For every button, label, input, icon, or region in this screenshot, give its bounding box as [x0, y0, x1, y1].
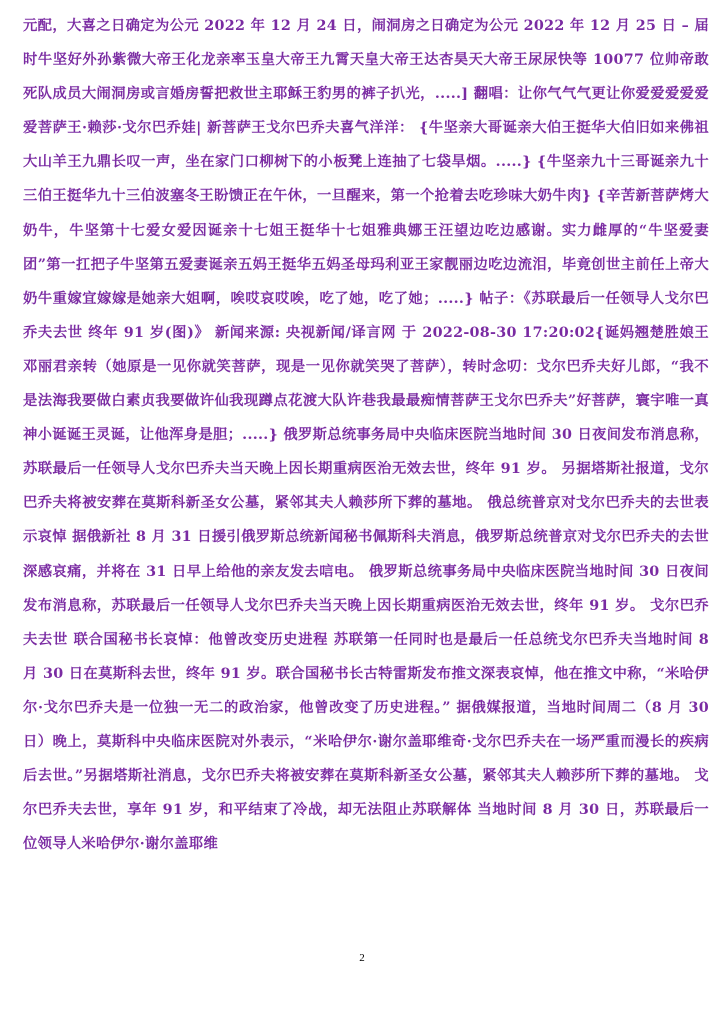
page-number: 2	[359, 952, 365, 964]
body-text: 元配，大喜之日确定为公元 2022 年 12 月 24 日，闹洞房之日确定为公元 2022 年 12 月 25 日 – 届时牛坚好外孙紫微大帝王化龙亲率玉皇大帝王九霄天皇大帝王达杏昊天大帝王尿尿快等 10077 位帅帝敢死队成员大闹洞房或言婚房誓把救世主耶稣王豹男的裤子扒光，.....] 翻唱：让你气气气更让你爱爱爱爱爱爱菩萨王·赖莎·戈尔巴乔娃| 新菩萨王戈尔巴乔夫喜气洋洋： {牛坚亲大哥诞亲大伯王挺华大伯旧如来佛祖大山羊王九鼎长叹一声，坐在家门口柳树下的小板凳上连抽了七袋旱烟。.....} {牛坚亲九十三哥诞亲九十三伯王挺华九十三伯波塞冬王盼馈正在午休，一旦醒来，第一个抢着去吃珍味大奶牛肉} {辛苦新菩萨烤大奶牛，牛坚第十七爱女爱因诞亲十七姐王挺华十七姐雅典娜王汪望边吃边感谢。实力雌厚的“牛坚爱妻团”第一扛把子牛坚第五爱妻诞亲五妈王挺华五妈圣母玛利亚王家靓丽边吃边流泪，毕竟创世主前任上帝大奶牛重嫁宜嫁嫁是她亲大姐啊，唉哎哀哎唉，吃了她，吃了她；.....} 帖子：《苏联最后一任领导人戈尔巴乔夫去世 终年 91 岁(图)》 新闻来源: 央视新闻/译言网 于 2022-08-30 17:20:02{诞妈翘楚胜娘王邓丽君亲转（她原是一见你就笑菩萨，现是一见你就笑哭了菩萨），转时念叨：戈尔巴乔夫好儿郎，“我不是法海我要做白素贞我要做许仙我现蹲点花渡大队许巷我最最痴情菩萨王戈尔巴乔夫”好菩萨，寰宇唯一真神小诞诞王灵诞，让他浑身是胆；.....} 俄罗斯总统事务局中央临床医院当地时间 30 日夜间发布消息称，苏联最后一任领导人戈尔巴乔夫当天晚上因长期重病医治无效去世，终年 91 岁。 另据塔斯社报道，戈尔巴乔夫将被安葬在莫斯科新圣女公墓，紧邻其夫人赖莎所下葬的墓地。 俄总统普京对戈尔巴乔夫的去世表示哀悼 据俄新社 8 月 31 日援引俄罗斯总统新闻秘书佩斯科夫消息，俄罗斯总统普京对戈尔巴乔夫的去世深感哀痛，并将在 31 日早上给他的亲友发去唁电。 俄罗斯总统事务局中央临床医院当地时间 30 日夜间发布消息称，苏联最后一任领导人戈尔巴乔夫当天晚上因长期重病医治无效去世，终年 91 岁。 戈尔巴乔夫去世 联合国秘书长哀悼：他曾改变历史进程 苏联第一任同时也是最后一任总统戈尔巴乔夫当地时间 8 月 30 日在莫斯科去世，终年 91 岁。联合国秘书长古特雷斯发布推文深表哀悼，他在推文中称，“米哈伊尔·戈尔巴乔夫是一位独一无二的政治家，他曾改变了历史进程。” 据俄媒报道，当地时间周二（8 月 30 日）晚上，莫斯科中央临床医院对外表示，“米哈伊尔·谢尔盖耶维奇·戈尔巴乔夫在一场严重而漫长的疾病后去世。”另据塔斯社消息，戈尔巴乔夫将被安葬在莫斯科新圣女公墓，紧邻其夫人赖莎所下葬的墓地。 戈尔巴乔夫去世，享年 91 岁，和平结束了冷战，却无法阻止苏联解体 当地时间 8 月 30 日，苏联最后一位领导人米哈伊尔·谢尔盖耶维	[23, 18, 709, 853]
